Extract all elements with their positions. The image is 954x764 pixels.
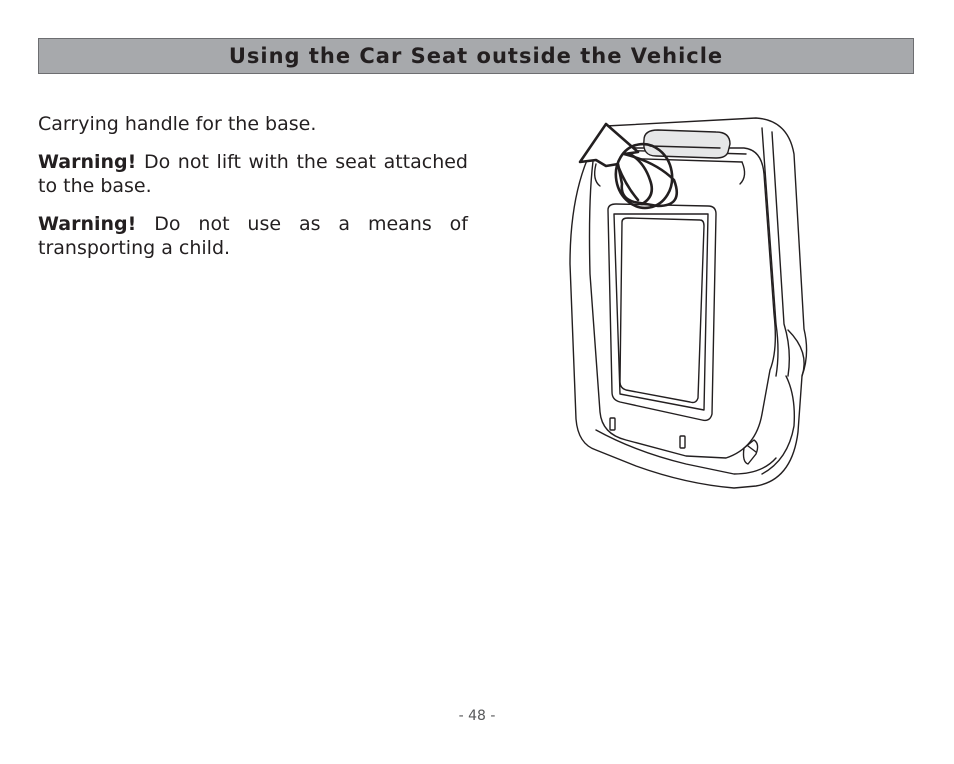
text-column [38,112,468,274]
warning-label: Warning! [38,213,137,235]
base-tray-outer [608,204,716,420]
warning-label: Warning! [38,151,137,173]
warning-paragraph-2 [38,212,468,260]
caption-text: Carrying handle for the base. [38,113,317,135]
page-title: Using the Car Seat outside the Vehicle [228,44,724,68]
page-number: - 48 - [458,708,496,724]
warning-text: Do not lift with the seat attached to the base. [38,151,468,197]
car-seat-base-illustration [566,114,816,492]
warning-text: Do not use as a means of transporting a child. [38,213,468,259]
base-outer-shell [570,118,807,488]
base-carry-handle [644,130,730,158]
warning-paragraph-1 [38,150,468,198]
base-tray-window [620,218,704,403]
section-header [38,38,914,74]
